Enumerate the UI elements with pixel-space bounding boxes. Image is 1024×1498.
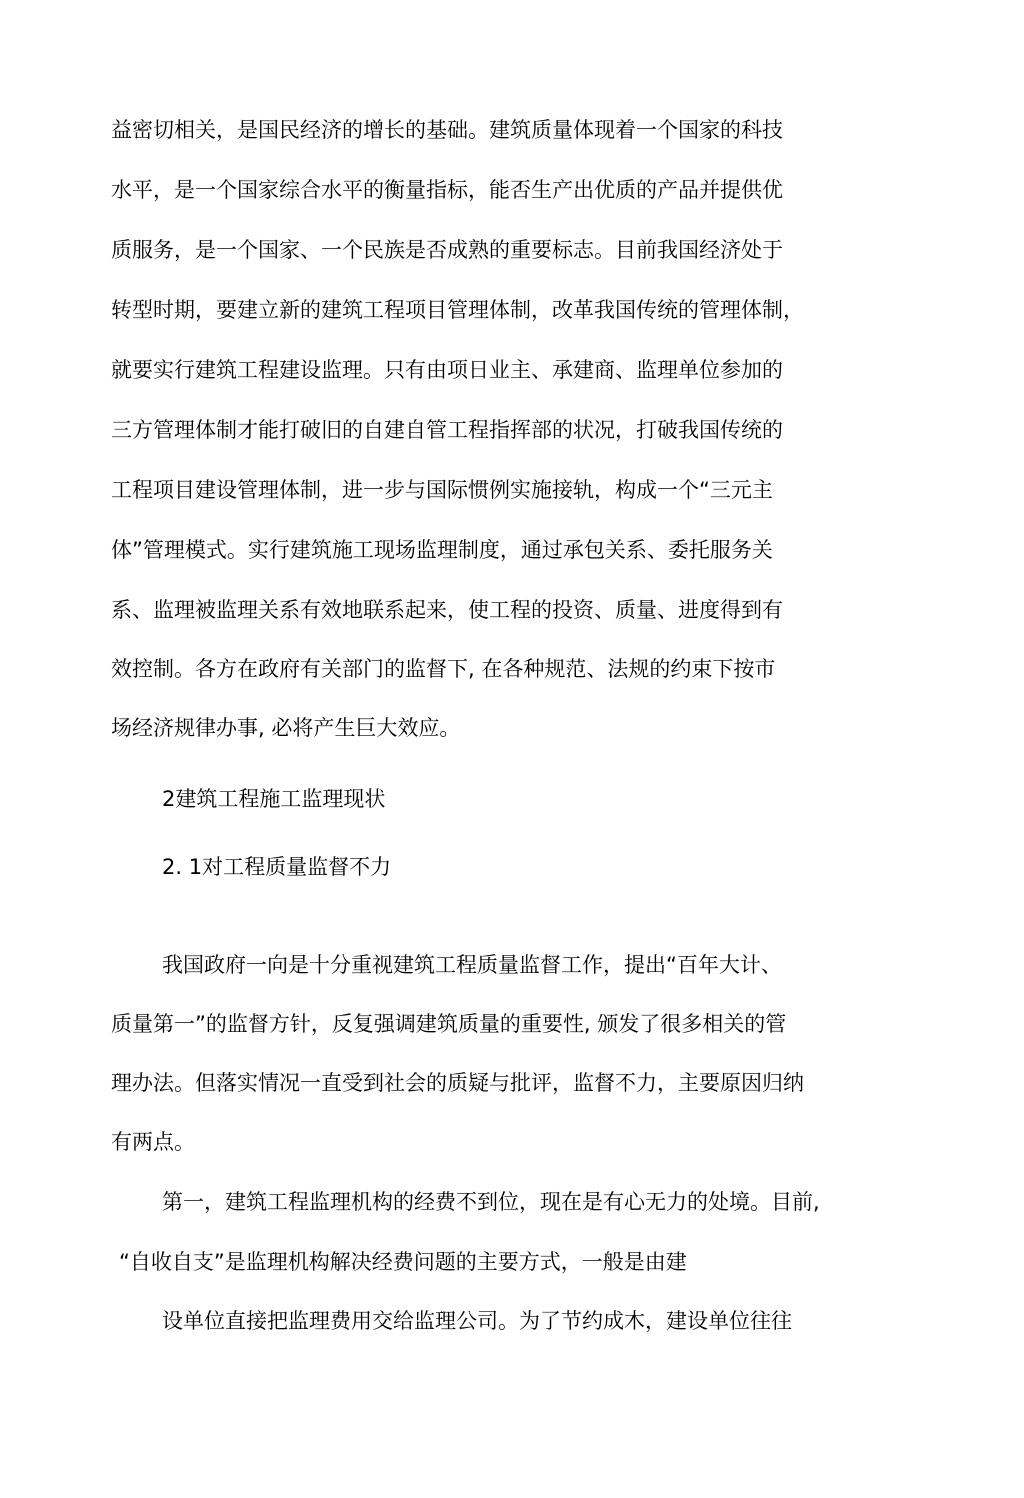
subsection-heading: 2. 1对工程质量监督不力: [162, 855, 392, 879]
paragraph-3-line-2: “自收自支”是监理机构解决经费问题的主要方式，一般是由建: [119, 1250, 687, 1274]
paragraph-1-line-1: 益密切相关，是国民经济的增长的基础。建筑质量体现着一个国家的科技: [111, 118, 783, 142]
paragraph-1-line-2: 水平，是一个国家综合水平的衡量指标，能否生产出优质的产品并提供优: [111, 178, 783, 202]
paragraph-1-line-3: 质服务，是一个国家、一个民族是否成熟的重要标志。目前我国经济处于: [111, 238, 783, 262]
section-heading: 2建筑工程施工监理现状: [162, 787, 386, 811]
paragraph-3-line-1: 第一，建筑工程监理机构的经费不到位，现在是有心无力的处境。目前,: [162, 1190, 820, 1214]
paragraph-2-line-3: 理办法。但落实情况一直受到社会的质疑与批评，监督不力，主要原因归纳: [111, 1071, 804, 1095]
paragraph-1-line-5: 就要实行建筑工程建设监理。只有由项日业主、承建商、监理单位参加的: [111, 358, 783, 382]
paragraph-2-line-4: 有两点。: [111, 1130, 195, 1154]
paragraph-2-line-2: 质量第一”的监督方针，反复强调建筑质量的重要性, 颁发了很多相关的管: [111, 1012, 787, 1036]
paragraph-1-line-8: 体”管理模式。实行建筑施工现场监理制度，通过承包关系、委托服务关: [111, 538, 773, 562]
paragraph-1-line-10: 效控制。各方在政府有关部门的监督下, 在各种规范、法规的约束下按市: [111, 657, 776, 681]
paragraph-3-line-3: 设单位直接把监理费用交给监理公司。为了节约成木，建设单位往往: [162, 1309, 792, 1333]
paragraph-1-line-6: 三方管理体制才能打破旧的自建自管工程指挥部的状况，打破我国传统的: [111, 418, 783, 442]
paragraph-2-line-1: 我国政府一向是十分重视建筑工程质量监督工作，提出“百年大计、: [162, 953, 782, 977]
paragraph-1-line-4: 转型时期，要建立新的建筑工程项目管理体制，改革我国传统的管理体制，: [111, 298, 804, 322]
paragraph-1-line-11: 场经济规律办事, 必将产生巨大效应。: [111, 716, 461, 740]
paragraph-1-line-7: 工程项目建设管理体制，进一步与国际惯例实施接轨，构成一个“三元主: [111, 478, 773, 502]
paragraph-1-line-9: 系、监理被监理关系有效地联系起来，使工程的投资、质量、进度得到有: [111, 598, 783, 622]
